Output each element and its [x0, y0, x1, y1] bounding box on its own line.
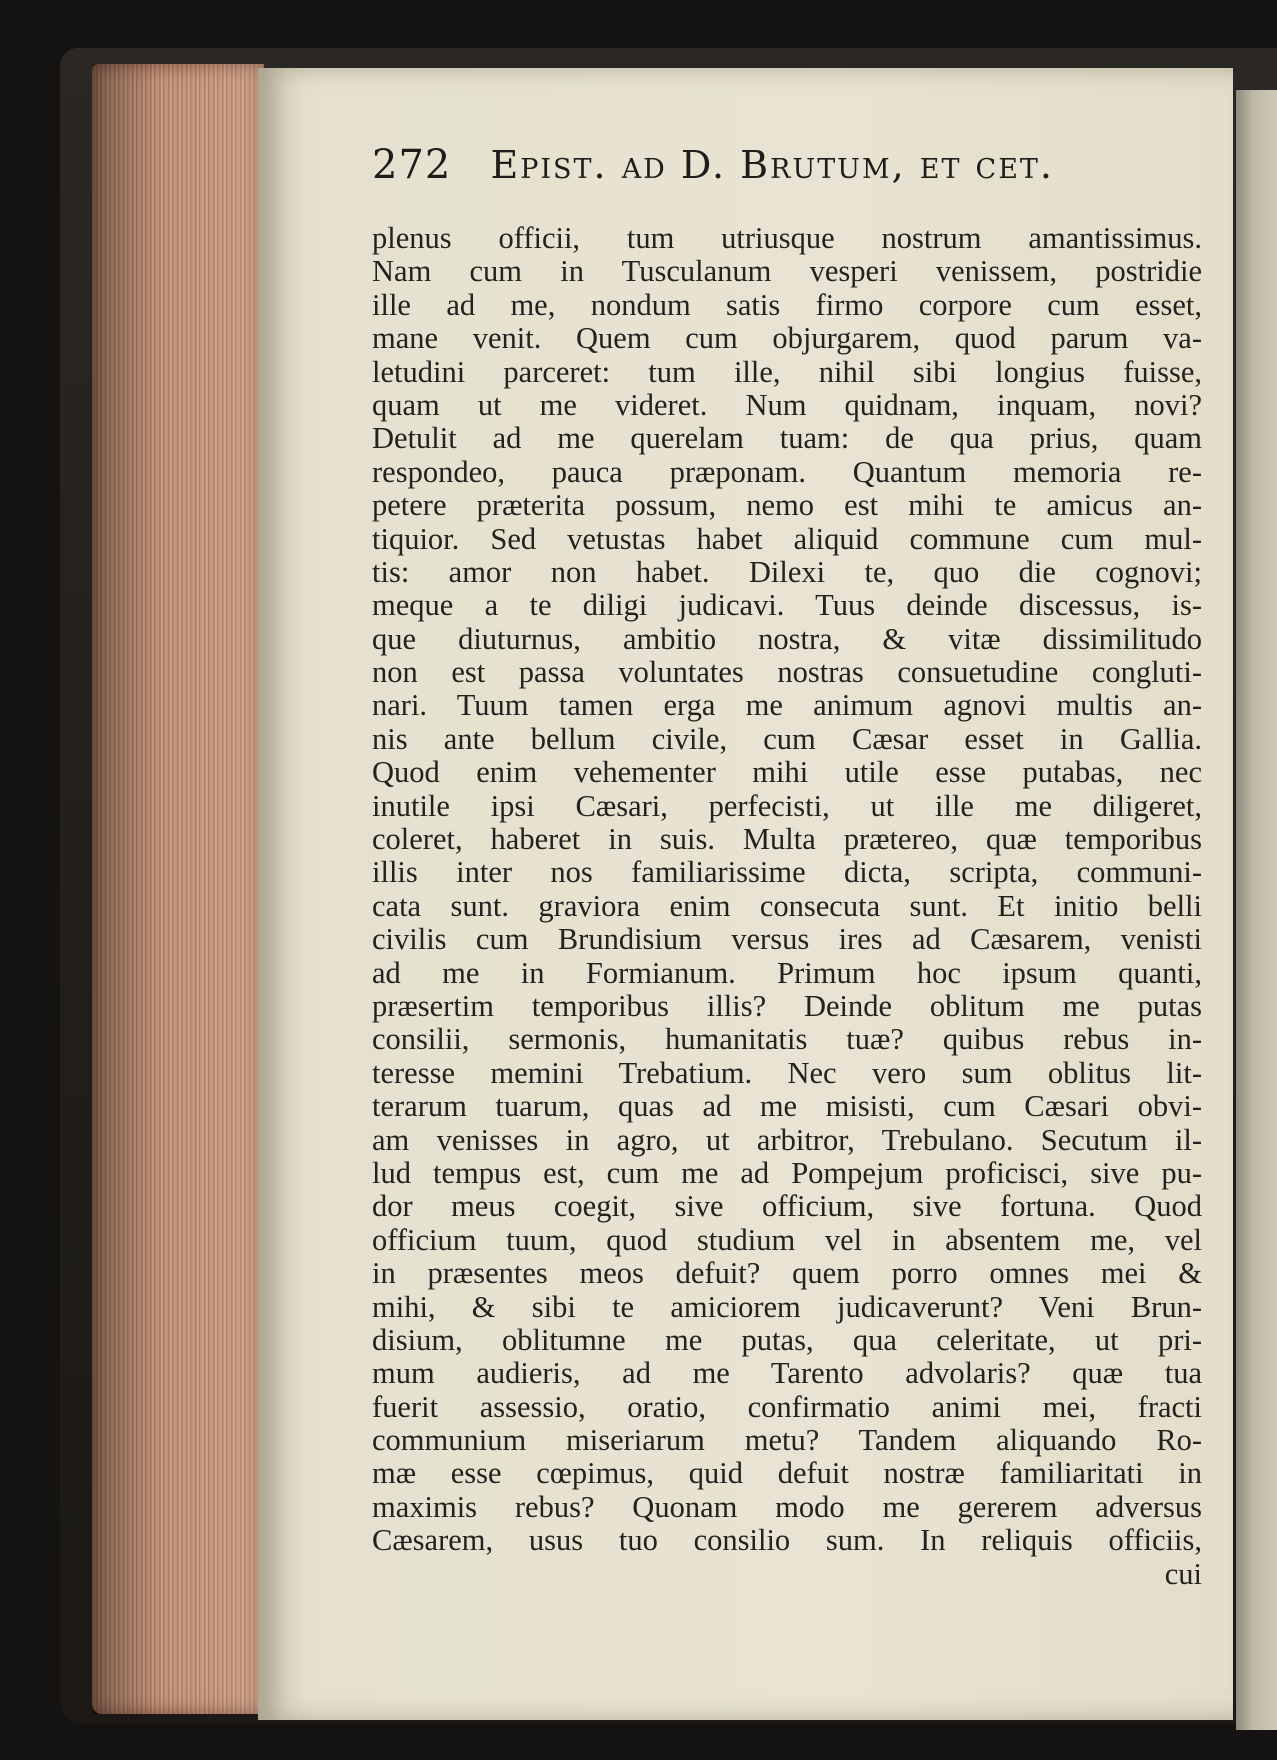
text-line: plenus officii, tum utriusque nostrum amantissimus. — [372, 221, 1202, 255]
text-line: fuerit assessio, oratio, confirmatio animi mei, fracti — [372, 1389, 1202, 1424]
text-line: tis: amor non habet. Dilexi te, quo die cognovi; — [372, 554, 1202, 589]
text-line: mane venit. Quem cum objurgarem, quod parum va- — [372, 321, 1202, 356]
text-line: mihi, & sibi te amiciorem judicaverunt? Veni Brun- — [372, 1289, 1202, 1324]
text-line: non est passa voluntates nostras consuetudine congluti- — [372, 655, 1202, 690]
text-line: inutile ipsi Cæsari, perfecisti, ut ille me diligeret, — [372, 788, 1202, 823]
text-line: quam ut me videret. Num quidnam, inquam, novi? — [372, 387, 1202, 422]
text-line: nari. Tuum tamen erga me animum agnovi multis an- — [372, 688, 1202, 723]
text-line: teresse memini Trebatium. Nec vero sum oblitus lit- — [372, 1055, 1202, 1090]
text-line: mæ esse cœpimus, quid defuit nostræ familiaritati in — [372, 1456, 1202, 1491]
text-line: in præsentes meos defuit? quem porro omnes mei & — [372, 1256, 1202, 1291]
page-header — [372, 142, 1172, 194]
text-line: civilis cum Brundisium versus ires ad Cæsarem, venisti — [372, 922, 1202, 957]
text-line: Quod enim vehementer mihi utile esse putabas, nec — [372, 755, 1202, 790]
text-line: letudini parceret: tum ille, nihil sibi longius fuisse, — [372, 354, 1202, 389]
text-line: am venisses in agro, ut arbitror, Trebulano. Secutum il- — [372, 1122, 1202, 1157]
text-line: ad me in Formianum. Primum hoc ipsum quanti, — [372, 955, 1202, 990]
running-head: Epist. ad D. Brutum, et cet. — [490, 143, 1055, 187]
text-line: maximis rebus? Quonam modo me gererem adversus — [372, 1489, 1202, 1524]
text-line: petere præterita possum, nemo est mihi te amicus an- — [372, 488, 1202, 523]
text-line: respondeo, pauca præponam. Quantum memoria re- — [372, 454, 1202, 489]
text-line: ille ad me, nondum satis firmo corpore cum esset, — [372, 287, 1202, 322]
text-line: dor meus coegit, sive officium, sive fortuna. Quod — [372, 1189, 1202, 1224]
page-number: 272 — [372, 142, 452, 188]
text-line: disium, oblitumne me putas, qua celeritate, ut pri- — [372, 1322, 1202, 1357]
text-line: Detulit ad me querelam tuam: de qua prius, quam — [372, 421, 1202, 456]
text-line: cata sunt. graviora enim consecuta sunt. Et initio belli — [372, 888, 1202, 923]
text-line: illis inter nos familiarissime dicta, scripta, communi- — [372, 855, 1202, 890]
text-line: lud tempus est, cum me ad Pompejum proficisci, sive pu- — [372, 1155, 1202, 1190]
text-line: terarum tuarum, quas ad me misisti, cum Cæsari obvi- — [372, 1089, 1202, 1124]
text-line: Nam cum in Tusculanum vesperi venissem, postridie — [372, 254, 1202, 289]
text-line: communium miseriarum metu? Tandem aliquando Ro- — [372, 1423, 1202, 1458]
text-line: Cæsarem, usus tuo consilio sum. In reliquis officiis, — [372, 1523, 1202, 1558]
text-line: nis ante bellum civile, cum Cæsar esset in Gallia. — [372, 721, 1202, 756]
text-line: meque a te diligi judicavi. Tuus deinde discessus, is- — [372, 588, 1202, 623]
body-text — [372, 222, 1202, 1591]
text-line: tiquior. Sed vetustas habet aliquid commune cum mul- — [372, 521, 1202, 556]
text-line: mum audieris, ad me Tarento advolaris? quæ tua — [372, 1356, 1202, 1391]
text-line: consilii, sermonis, humanitatis tuæ? quibus rebus in- — [372, 1022, 1202, 1057]
catchword: cui — [1164, 1556, 1202, 1591]
facing-page-edge — [1236, 90, 1277, 1730]
text-line: præsertim temporibus illis? Deinde oblitum me putas — [372, 988, 1202, 1023]
page-block-edges — [92, 64, 264, 1714]
text-line: que diuturnus, ambitio nostra, & vitæ dissimilitudo — [372, 621, 1202, 656]
text-line: officium tuum, quod studium vel in absentem me, vel — [372, 1222, 1202, 1257]
text-line: coleret, haberet in suis. Multa prætereo, quæ temporibus — [372, 822, 1202, 857]
